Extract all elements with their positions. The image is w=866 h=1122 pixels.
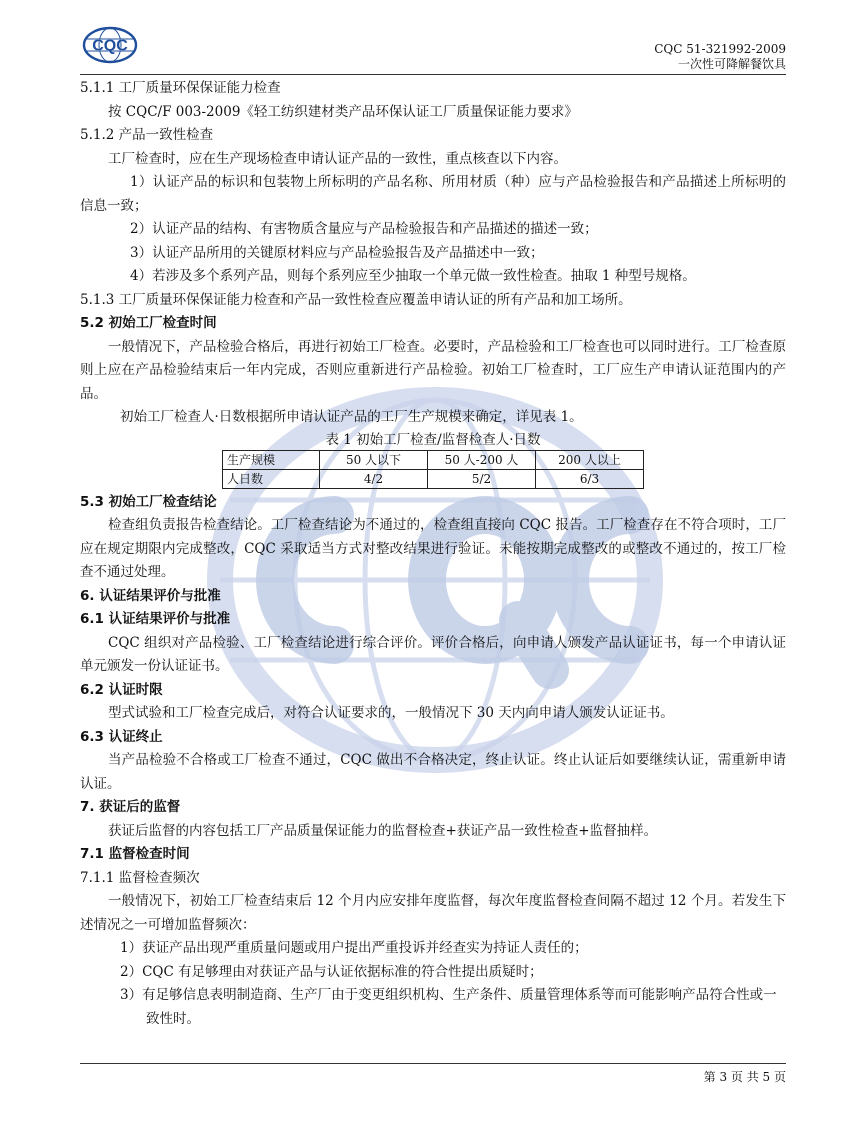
list-item: 2）CQC 有足够理由对获证产品与认证依据标准的符合性提出质疑时； bbox=[120, 963, 543, 980]
table-cell: 生产规模 bbox=[223, 450, 320, 469]
section-5-3-title: 5.3 初始工厂检查结论 bbox=[80, 493, 217, 510]
section-5-3-body: 检查组负责报告检查结论。工厂检查结论为不通过的，检查组直接向 CQC 报告。工厂检查存在不符合项时，工厂应在规定期限内完成整改，CQC 采取适当方式对整改结果进行验证。未能按期完成整改的或整改不通过的，按工厂检查不通过处理。 bbox=[80, 517, 786, 580]
table-cell: 50 人-200 人 bbox=[428, 450, 536, 469]
section-6-title: 6. 认证结果评价与批准 bbox=[80, 587, 221, 604]
section-5-1-2-intro: 工厂检查时，应在生产现场检查申请认证产品的一致性，重点核查以下内容。 bbox=[108, 150, 567, 167]
section-7-1-title: 7.1 监督检查时间 bbox=[80, 846, 190, 862]
cqc-logo bbox=[82, 26, 138, 64]
section-5-1-3: 5.1.3 工厂质量环保保证能力检查和产品一致性检查应覆盖申请认证的所有产品和加工场所。 bbox=[80, 291, 632, 308]
section-5-1-1-title: 5.1.1 工厂质量环保保证能力检查 bbox=[80, 80, 281, 96]
document-body bbox=[80, 77, 786, 1031]
list-item: 1）获证产品出现严重质量问题或用户提出严重投诉并经查实为持证人责任的； bbox=[120, 940, 588, 956]
doc-title: 一次性可降解餐饮具 bbox=[677, 57, 786, 71]
table-row bbox=[223, 469, 644, 488]
section-7-title: 7. 获证后的监督 bbox=[80, 799, 181, 815]
header-info bbox=[654, 42, 786, 72]
section-6-2-body: 型式试验和工厂检查完成后，对符合认证要求的，一般情况下 30 天内向申请人颁发认证证书。 bbox=[108, 705, 674, 721]
list-item: 2）认证产品的结构、有害物质含量应与产品检验报告和产品描述的描述一致； bbox=[130, 221, 598, 237]
section-5-1-2-title: 5.1.2 产品一致性检查 bbox=[80, 127, 214, 143]
table-cell: 人日数 bbox=[223, 469, 320, 488]
section-7-body: 获证后监督的内容包括工厂产品质量保证能力的监督检查+获证产品一致性检查+监督抽样。 bbox=[108, 822, 658, 839]
table-cell: 6/3 bbox=[536, 469, 644, 488]
section-6-2-title: 6.2 认证时限 bbox=[80, 681, 163, 698]
list-item: 1）认证产品的标识和包装物上所标明的产品名称、所用材质（种）应与产品检验报告和产品描述上所标明的信息一致； bbox=[80, 174, 786, 214]
section-6-3-title: 6.3 认证终止 bbox=[80, 728, 163, 745]
section-6-1-body: CQC 组织对产品检验、工厂检查结论进行综合评价。评价合格后，向申请人颁发产品认证证书，每一个申请认证单元颁发一份认证证书。 bbox=[80, 634, 786, 674]
logo-text: CQC bbox=[92, 37, 128, 55]
section-5-1-1-body: 按 CQC/F 003-2009《轻工纺织建材类产品环保认证工厂质量保证能力要求》 bbox=[108, 103, 578, 120]
table-cell: 200 人以上 bbox=[536, 450, 644, 469]
section-5-2-table-note: 初始工厂检查人·日数根据所申请认证产品的工厂生产规模来确定，详见表 1。 bbox=[120, 409, 583, 425]
header-rule bbox=[80, 74, 786, 75]
section-6-1-title: 6.1 认证结果评价与批准 bbox=[80, 611, 231, 627]
table-header-row bbox=[223, 450, 644, 469]
footer-rule bbox=[80, 1063, 786, 1064]
list-item: 4）若涉及多个系列产品，则每个系列应至少抽取一个单元做一致性检查。抽取 1 种型号规格。 bbox=[130, 268, 696, 284]
list-item: 3）有足够信息表明制造商、生产厂由于变更组织机构、生产条件、质量管理体系等而可能影响产品符合性或一致性时。 bbox=[120, 987, 777, 1027]
section-6-3-body: 当产品检验不合格或工厂检查不通过，CQC 做出不合格决定，终止认证。终止认证后如要继续认证，需重新申请认证。 bbox=[80, 752, 786, 792]
table-cell: 5/2 bbox=[428, 469, 536, 488]
table-1 bbox=[222, 450, 644, 489]
list-item: 3）认证产品所用的关键原材料应与产品检验报告及产品描述中一致； bbox=[130, 244, 544, 261]
section-7-1-1-title: 7.1.1 监督检查频次 bbox=[80, 869, 200, 886]
section-5-2-body: 一般情况下，产品检验合格后，再进行初始工厂检查。必要时，产品检验和工厂检查也可以同时进行。工厂检查原则上应在产品检验结束后一年内完成，否则应重新进行产品检验。初始工厂检查时，工厂应生产申请认证范围内的产品。 bbox=[80, 338, 786, 402]
table-cell: 4/2 bbox=[320, 469, 428, 488]
section-5-2-title: 5.2 初始工厂检查时间 bbox=[80, 315, 217, 331]
doc-number: CQC 51-321992-2009 bbox=[654, 42, 786, 56]
table-cell: 50 人以下 bbox=[320, 450, 428, 469]
table-caption: 表 1 初始工厂检查/监督检查人·日数 bbox=[325, 431, 541, 448]
page-number: 第 3 页 共 5 页 bbox=[703, 1070, 786, 1084]
section-7-1-1-body: 一般情况下，初始工厂检查结束后 12 个月内应安排年度监督，每次年度监督检查间隔不超过 12 个月。若发生下述情况之一可增加监督频次： bbox=[80, 893, 786, 933]
